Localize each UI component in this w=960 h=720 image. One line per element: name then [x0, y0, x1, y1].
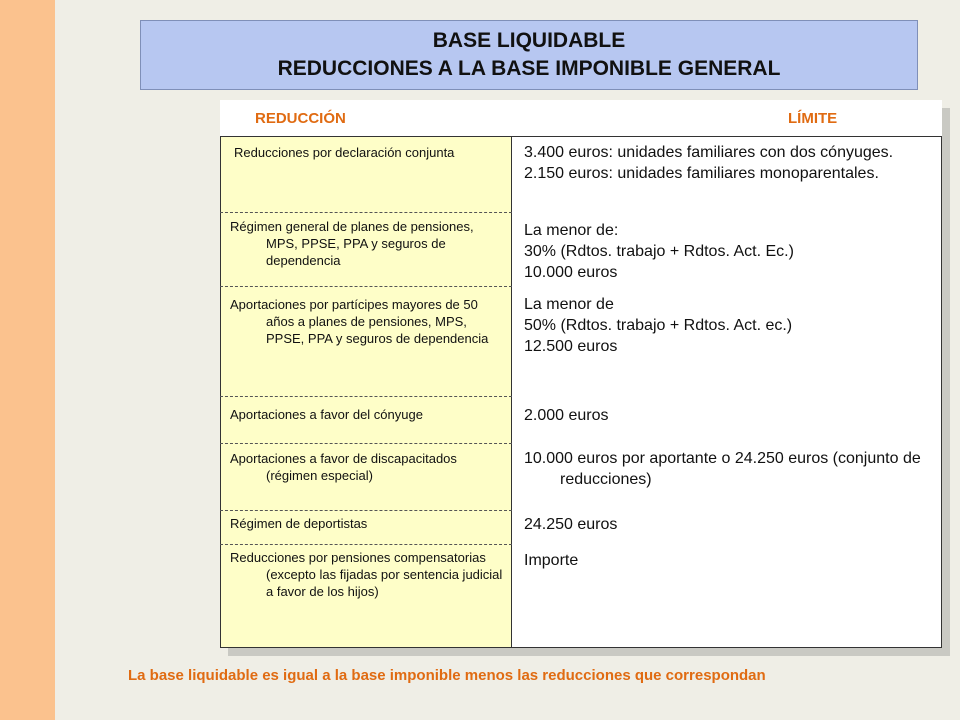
table-row-reduccion: Reducciones por declaración conjunta: [234, 145, 455, 160]
table-row-reduccion: Aportaciones por partícipes mayores de 50 años a planes de pensiones, MPS, PPSE, PPA y seguros de dependencia: [230, 297, 489, 346]
row-separator: [220, 396, 512, 397]
table-row-limite: 24.250 euros: [524, 516, 618, 533]
title-line-2: REDUCCIONES A LA BASE IMPONIBLE GENERAL: [277, 57, 781, 80]
table-header: [220, 100, 942, 136]
row-separator: [220, 544, 512, 545]
footer-note: La base liquidable es igual a la base imponible menos las reducciones que correspondan: [128, 667, 766, 684]
table-row-reduccion: Régimen general de planes de pensiones, MPS, PPSE, PPA y seguros de dependencia: [230, 219, 474, 268]
table-row-reduccion: Reducciones por pensiones compensatorias (excepto las fijadas por sentencia judicial a favor de los hijos): [230, 550, 503, 599]
table-row-reduccion: Aportaciones a favor de discapacitados (régimen especial): [230, 451, 457, 483]
row-separator: [220, 443, 512, 444]
header-reduccion: REDUCCIÓN: [255, 110, 346, 127]
title-box: [140, 20, 918, 90]
row-separator: [220, 212, 512, 213]
table-row-limite: 2.000 euros: [524, 407, 609, 424]
limite-column: [512, 136, 942, 648]
table-row-limite: Importe: [524, 552, 579, 569]
row-separator: [220, 510, 512, 511]
header-limite: LÍMITE: [788, 110, 838, 127]
table-row-reduccion: Aportaciones a favor del cónyuge: [230, 407, 423, 422]
reductions-table: [220, 100, 942, 648]
table-row-limite: 3.400 euros: unidades familiares con dos cónyuges. 2.150 euros: unidades familiares monoparentales.: [524, 144, 894, 182]
table-row-limite: La menor de: 30% (Rdtos. trabajo + Rdtos. Act. Ec.) 10.000 euros: [524, 222, 794, 281]
decorative-left-strip: [0, 0, 55, 720]
table-row-reduccion: Régimen de deportistas: [230, 516, 368, 531]
table-row-limite: La menor de 50% (Rdtos. trabajo + Rdtos. Act. ec.) 12.500 euros: [524, 296, 793, 355]
title-line-1: BASE LIQUIDABLE: [432, 29, 626, 52]
table-row-limite: 10.000 euros por aportante o 24.250 euros (conjunto de reducciones): [524, 450, 921, 488]
row-separator: [220, 286, 512, 287]
